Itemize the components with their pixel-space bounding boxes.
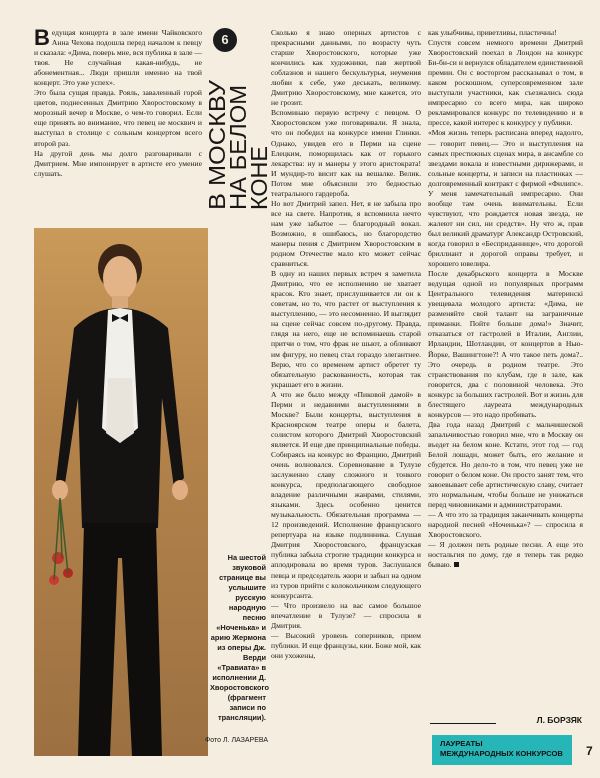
headline-line-1: В МОСКВУ bbox=[204, 92, 230, 210]
article-column-1 bbox=[34, 25, 202, 228]
rubric-label: ЛАУРЕАТЫ МЕЖДУНАРОДНЫХ КОНКУРСОВ bbox=[432, 735, 572, 765]
photo-caption: На шестой звуковой странице вы услышите русскую народную песню «Ноченька» и арию Жермона из оперы Дж. Верди «Травиата» в исполнении Д. Хворостовского (фрагмент записи по трансляции). bbox=[210, 553, 270, 722]
column-1-text: едущая концерта в зале имени Чайковского Анна Чехова подошла перед началом к певцу и сказала: «Дима, поверь мне, вся публика в зале — твоя. Не случайная какая-нибудь, не абонементная... Люди пришли именно на твой концерт. Это уже успех». Это была сущая правда. Рояль, заваленный горой цветов, поднесенных Дмитрию Хворостовскому в морозный вечер в Москве, о чем-то говорил. Если еще принять во внимание, что певец не москвич и выступал в столице с сольным концертом всего второй раз. На другой день мы долго разговаривали с Дмитрием. Мне импонирует в артисте его умение слушать. bbox=[34, 28, 202, 178]
page-number: 7 bbox=[586, 744, 593, 758]
headline-line-2: НА БЕЛОМ bbox=[225, 89, 251, 210]
end-mark bbox=[454, 562, 459, 567]
drop-cap: В bbox=[34, 25, 50, 50]
column-3-text: как улыбчивы, приветливы, пластичны! Спустя совсем немного времени Дмитрий Хворостовский поехал в Лондон на конкурс Би-би-си и вернулся обладателем единственной премии. Он с восторгом рассказывал о том, в каком роскошном, суперсовременном зале выступали участники, как съезжались сюда импресарио со всего мира, как широко рекламировался конкурс по телевидению и в прессе, какой интерес к конкурсу у публики. «Моя жизнь теперь расписана вперед надолго,— говорит певец.— Это и выступления на самых престижных сценах мира, в ансамбле со звездами вокала и известными дирижерами, и сольные концерты, и записи на пластинках — долговременный контракт с фирмой «Филипс». У меня замечательный импресарио. Они вообще там очень внимательны. Если чувствуют, что рождается новая звезда, не жалеют ни сил, ни средств». Ну что ж, прав был великий драматург Александр Островский, когда говорил в «Бесприданнице», что дорогой бриллиант и дорогой оправы требует, и хорошего ювелира. После декабрьского концерта в Москве ведущая одной из популярных программ Центрального телевидения материнскі увещевала молодого артиста: «Дима, не разменяйте свой талант на заграничные приманки. Пойте больше дома!» Значит, отказаться от гастролей в Италии, Англии, Ирландии, Шотландии, от концертов в Нью-Йорке, Вашингтоне?! А что такое петь дома?.. Это очередь в родном театре. Это странствования по клубам, где в зале, как говорится, два с половиной человека. Это конкурс за больших гастролей. Вот и жизнь для блестящего лауреата международных конкурсов — это надо пробивать. Два года назад Дмитрий с мальчишеской запальчивостью говорил мне, что в Москву он въедет на белом коне. Кстати, этот год — год Белой лошади, может быть, его желание и сбудется. Но дело-то в том, что певец уже не говорит о белом коне. Он просто занят тем, что завоевывает себе артистическую славу, считает это нормальным, чтобы больше не унижаться перед чиновниками и администраторами. — А что это за традиция заканчивать концерты народной песней «Ноченька»? — спросила я Хворостовского. — Я должен петь родные песни. А еще это ностальгия по дому, где я теперь так редко бываю. bbox=[428, 28, 584, 570]
section-number-badge: 6 bbox=[213, 28, 237, 52]
article-column-3 bbox=[428, 28, 583, 708]
author-byline: Л. БОРЗЯК bbox=[536, 715, 582, 725]
headline-vertical bbox=[204, 22, 272, 212]
article-column-2: Сколько я знаю оперных артистов с прекрасными данными, по возрасту чуть старше Хворостовского, которые уже кончились как художники, пав жертвой соблазнов и нашего бескультурья, неумения любви к себе, уже деськать, великому. Дмитрию Хворостовскому, мне кажется, это не грозит. Вспоминаю первую встречу с певцом. О Хворостовском уже поговаривали. Я знала, что он победил на конкурсе имени Глинки. Однако, увидев его в Перми на сцене Елецким, поморщилась как от горького лекарства: ну и манеры у этого аристократа! И мундир-то висит как на вешалке. Велик. Потом мне объяснили это бедностью театрального гардероба. Но вот Дмитрий запел. Нет, я не забыла про все на свете. Напротив, я вспомнила нечто нам уже забытое — благородный вокал. Возможно, я ошибаюсь, но благородство манеры пения с Дмитрием Хворостовским в родном Отечестве мало кто может сейчас сравниться. В одну из наших первых встреч я заметила Дмитрию, что ее исполнению не хватает красок. Кто знает, прислушивается ли он к советам, но то, что растет от выступления к выступлению, — это несомненно. И выглядит на сцене сейчас совсем по-другому. Правда, глядя на него, еще не вспоминаешь старой притчи о том, что фрак не шьют, а обливают им фигуру, но певец стал гораздо элегантнее. Верю, что со временем артист обретет ту обязательную раскованность, которая так украшает его в жизни. А что же было между «Пиковой дамой» в Перми и недавними выступлениями в Москве? Были концерты, выступления в Красноярском театре оперы и балета, солистом которого Дмитрий Хворостовский является. И еще две принципиальные победы. Собираясь на конкурс во Францию, Дмитрий очень волновался. Соревнование в Тулузе заслуженно славу сложного и тонкого конкурса, предполагающего свободное владение различными жанрами, стилями, языками. Здесь особенно ценится музыкальность. Обязательная программа — 12 произведений. Исполнение французского репертуара на языке подлинника. Слушая Дмитрия Хворостовского, французская публика забыла строгие традиции конкурса и аплодировала во время туров. Заслушался певца и председатель жюри и забыл на одном из туров прийти с колокольчиком следующего конкурсанта. — Что произвело на вас самое большое впечатление в Тулузе? — спросила я Дмитрия. — Высокий уровень соперников, прием публики. И еще французы, кии. Боже мой, как они ухожены, bbox=[271, 28, 421, 660]
singer-photo bbox=[34, 228, 208, 756]
headline-line-3: КОНЕ bbox=[246, 147, 272, 210]
photo-credit: Фото Л. ЛАЗАРЕВА bbox=[204, 737, 268, 744]
singer-figure-illustration bbox=[34, 228, 208, 756]
headline bbox=[204, 22, 272, 212]
author-rule bbox=[430, 723, 496, 724]
